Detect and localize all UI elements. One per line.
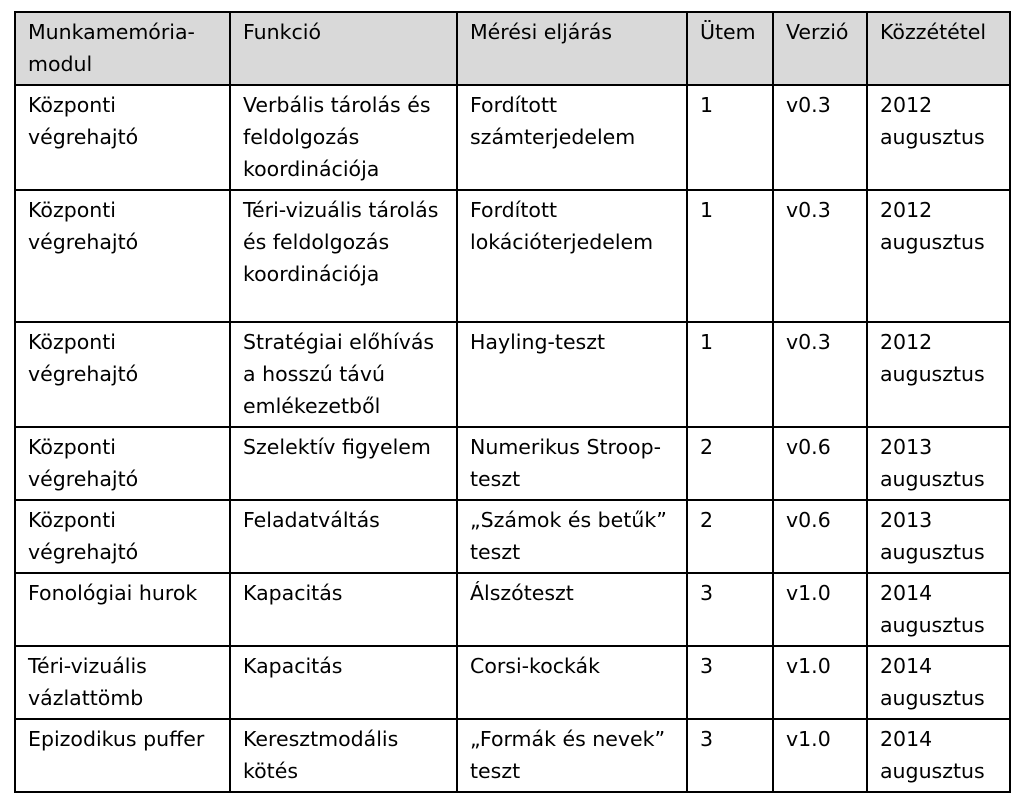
cell-phase: 3 bbox=[687, 719, 773, 792]
cell-function: Kapacitás bbox=[230, 573, 457, 646]
cell-version: v1.0 bbox=[773, 719, 867, 792]
cell-method: „Formák és nevek” teszt bbox=[457, 719, 687, 792]
cell-method: Álszóteszt bbox=[457, 573, 687, 646]
table-row bbox=[15, 646, 1010, 719]
cell-phase: 3 bbox=[687, 646, 773, 719]
cell-published: 2014 augusztus bbox=[867, 719, 1010, 792]
header-published: Közzététel bbox=[867, 12, 1010, 85]
cell-version: v0.3 bbox=[773, 322, 867, 427]
table-body bbox=[15, 85, 1010, 792]
table-row bbox=[15, 500, 1010, 573]
cell-version: v1.0 bbox=[773, 646, 867, 719]
cell-version: v0.3 bbox=[773, 190, 867, 322]
cell-method: Fordított számterjedelem bbox=[457, 85, 687, 190]
cell-module: Központi végrehajtó bbox=[15, 85, 230, 190]
cell-published: 2013 augusztus bbox=[867, 427, 1010, 500]
header-function: Funkció bbox=[230, 12, 457, 85]
working-memory-table bbox=[14, 11, 1011, 793]
cell-module: Központi végrehajtó bbox=[15, 500, 230, 573]
cell-published: 2014 augusztus bbox=[867, 573, 1010, 646]
cell-version: v0.3 bbox=[773, 85, 867, 190]
cell-phase: 1 bbox=[687, 85, 773, 190]
header-module: Munkamemória-modul bbox=[15, 12, 230, 85]
cell-method: Numerikus Stroop-teszt bbox=[457, 427, 687, 500]
header-row bbox=[15, 12, 1010, 85]
cell-module: Epizodikus puffer bbox=[15, 719, 230, 792]
cell-method: Fordított lokációterjedelem bbox=[457, 190, 687, 322]
table-row bbox=[15, 322, 1010, 427]
table-row bbox=[15, 427, 1010, 500]
header-method: Mérési eljárás bbox=[457, 12, 687, 85]
cell-version: v0.6 bbox=[773, 427, 867, 500]
cell-version: v0.6 bbox=[773, 500, 867, 573]
cell-phase: 3 bbox=[687, 573, 773, 646]
cell-function: Keresztmodális kötés bbox=[230, 719, 457, 792]
cell-module: Központi végrehajtó bbox=[15, 322, 230, 427]
cell-function: Szelektív figyelem bbox=[230, 427, 457, 500]
cell-phase: 1 bbox=[687, 322, 773, 427]
cell-function: Verbális tárolás és feldolgozás koordinációja bbox=[230, 85, 457, 190]
cell-module: Központi végrehajtó bbox=[15, 190, 230, 322]
cell-method: „Számok és betűk” teszt bbox=[457, 500, 687, 573]
cell-function: Téri-vizuális tárolás és feldolgozás koordinációja bbox=[230, 190, 457, 322]
cell-published: 2012 augusztus bbox=[867, 322, 1010, 427]
cell-function: Kapacitás bbox=[230, 646, 457, 719]
cell-phase: 2 bbox=[687, 427, 773, 500]
cell-phase: 2 bbox=[687, 500, 773, 573]
cell-published: 2012 augusztus bbox=[867, 190, 1010, 322]
table-row bbox=[15, 85, 1010, 190]
cell-phase: 1 bbox=[687, 190, 773, 322]
cell-published: 2013 augusztus bbox=[867, 500, 1010, 573]
cell-function: Feladatváltás bbox=[230, 500, 457, 573]
cell-method: Corsi-kockák bbox=[457, 646, 687, 719]
cell-function: Stratégiai előhívás a hosszú távú emlékezetből bbox=[230, 322, 457, 427]
header-phase: Ütem bbox=[687, 12, 773, 85]
header-version: Verzió bbox=[773, 12, 867, 85]
cell-method: Hayling-teszt bbox=[457, 322, 687, 427]
cell-module: Központi végrehajtó bbox=[15, 427, 230, 500]
table-header bbox=[15, 12, 1010, 85]
cell-module: Fonológiai hurok bbox=[15, 573, 230, 646]
table-row bbox=[15, 190, 1010, 322]
cell-published: 2012 augusztus bbox=[867, 85, 1010, 190]
table-row bbox=[15, 573, 1010, 646]
cell-version: v1.0 bbox=[773, 573, 867, 646]
cell-published: 2014 augusztus bbox=[867, 646, 1010, 719]
cell-module: Téri-vizuális vázlattömb bbox=[15, 646, 230, 719]
table-row bbox=[15, 719, 1010, 792]
